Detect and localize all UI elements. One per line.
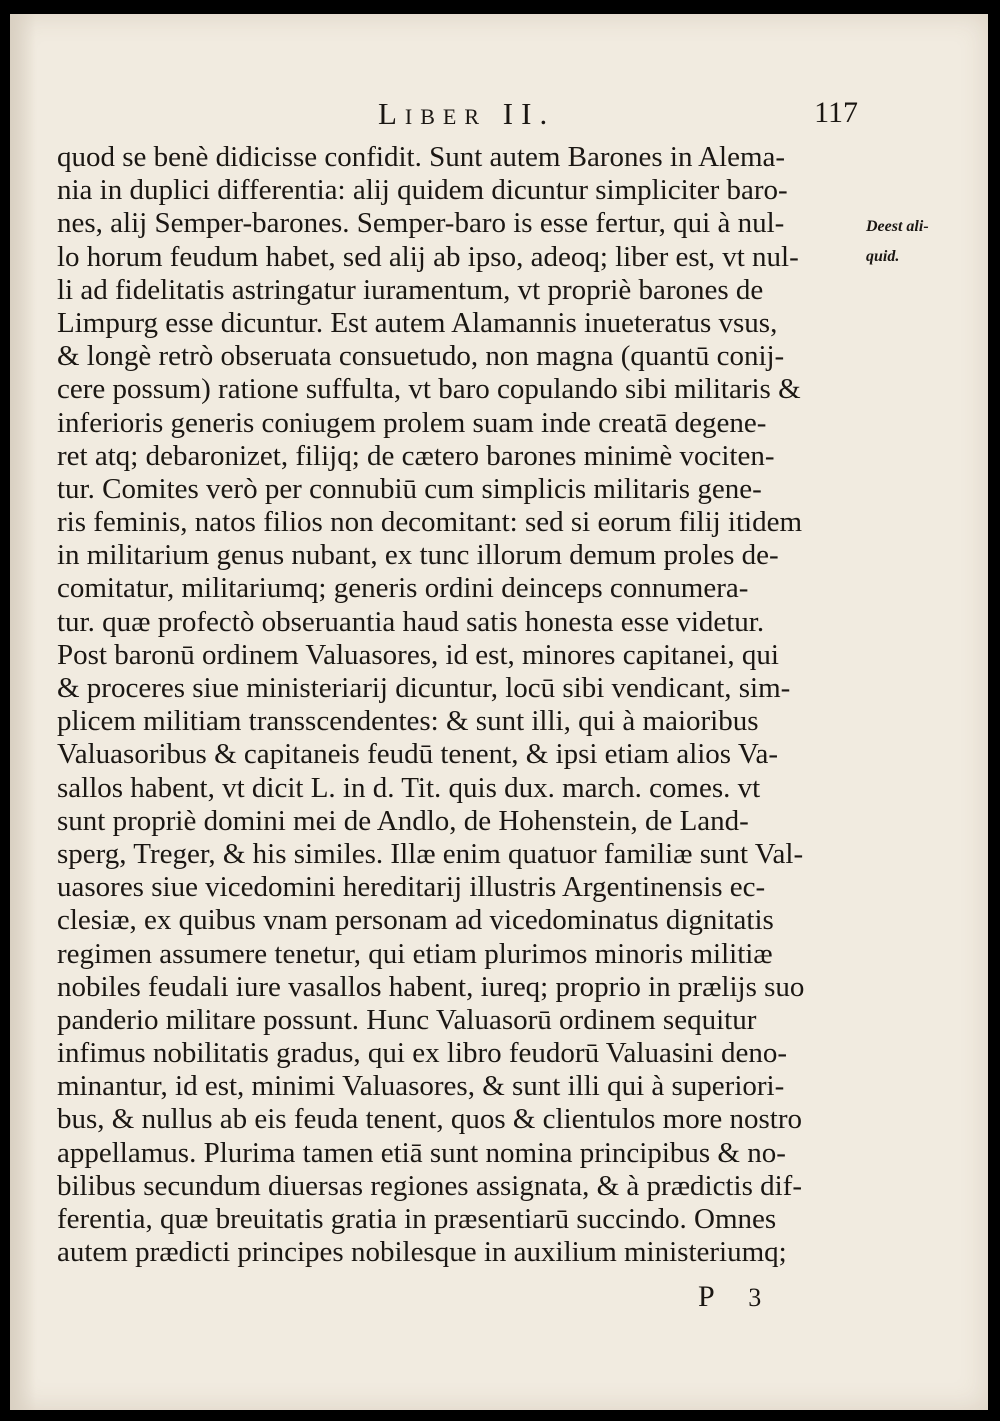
text-line: clesiæ, ex quibus vnam personam ad vicedominatus dignitatis bbox=[57, 904, 774, 937]
text-line: ris feminis, natos filios non decomitant: sed si eorum filij itidem bbox=[57, 506, 803, 539]
text-line: ferentia, quæ breuitatis gratia in præsentiarū succindo. Omnes bbox=[57, 1203, 777, 1235]
text-line: sunt propriè domini mei de Andlo, de Hohenstein, de Land- bbox=[57, 804, 749, 837]
marginal-note-line: quid. bbox=[866, 248, 900, 265]
text-line: infimus nobilitatis gradus, qui ex libro feudorū Valuasini deno- bbox=[57, 1037, 787, 1070]
text-line: regimen assumere tenetur, qui etiam plurimos minoris militiæ bbox=[57, 937, 773, 970]
text-line: panderio militare possunt. Hunc Valuasorū ordinem sequitur bbox=[57, 1003, 757, 1036]
signature-letter: P bbox=[698, 1280, 715, 1313]
page-header bbox=[378, 96, 858, 136]
text-line: sallos habent, vt dicit L. in d. Tit. quis dux. march. comes. vt bbox=[57, 771, 761, 804]
text-line: comitatur, militariumq; generis ordini deinceps connumera- bbox=[57, 572, 749, 605]
text-line: lo horum feudum habet, sed alij ab ipso, adeoq; liber est, vt nul- bbox=[57, 240, 799, 273]
book-page bbox=[10, 14, 988, 1410]
text-line: plicem militiam transscendentes: & sunt illi, qui à maioribus bbox=[57, 705, 759, 738]
text-line: tur. quæ profectò obseruantia haud satis honesta esse videtur. bbox=[57, 605, 765, 638]
text-line: ret atq; debaronizet, filijq; de cætero barones minimè vociten- bbox=[57, 439, 775, 472]
text-line: uasores siue vicedomini hereditarij illustris Argentinensis ec- bbox=[57, 871, 766, 904]
running-title: Liber II. bbox=[378, 96, 556, 131]
text-line: nobiles feudali iure vasallos habent, iureq; proprio in prælijs suo bbox=[57, 970, 805, 1003]
text-line: tur. Comites verò per connubiū cum simplicis militaris gene- bbox=[57, 472, 762, 505]
text-line: nia in duplici differentia: alij quidem dicuntur simpliciter baro- bbox=[57, 174, 788, 207]
marginal-note bbox=[866, 212, 956, 272]
text-line: Post baronū ordinem Valuasores, id est, minores capitanei, qui bbox=[57, 638, 779, 671]
text-line: Limpurg esse dicuntur. Est autem Alamannis inueteratus vsus, bbox=[57, 306, 778, 339]
text-line: autem prædicti principes nobilesque in auxilium ministeriumq; bbox=[57, 1236, 787, 1269]
text-line: minantur, id est, minimi Valuasores, & sunt illi qui à superiori- bbox=[57, 1070, 785, 1103]
text-line: & longè retrò obseruata consuetudo, non magna (quantū conij- bbox=[57, 340, 785, 373]
page-number: 117 bbox=[814, 96, 858, 129]
marginal-note-line: Deest ali- bbox=[866, 218, 929, 235]
signature-number: 3 bbox=[748, 1283, 762, 1312]
text-line: bilibus secundum diuersas regiones assignata, & à prædictis dif- bbox=[57, 1169, 802, 1202]
text-line: & proceres siue ministeriarij dicuntur, locū sibi vendicant, sim- bbox=[57, 672, 791, 704]
text-line: nes, alij Semper-barones. Semper-baro is esse fertur, qui à nul- bbox=[57, 207, 785, 240]
text-line: quod se benè didicisse confidit. Sunt autem Barones in Alema- bbox=[57, 141, 786, 173]
text-line: cere possum) ratione suffulta, vt baro copulando sibi militaris & bbox=[57, 373, 801, 406]
page-gutter-shadow bbox=[10, 14, 36, 1410]
signature-mark bbox=[698, 1280, 761, 1314]
text-line: appellamus. Plurima tamen etiā sunt nomina principibus & no- bbox=[57, 1136, 786, 1169]
main-text-block bbox=[57, 141, 852, 1269]
text-line: bus, & nullus ab eis feuda tenent, quos & clientulos more nostro bbox=[57, 1103, 803, 1136]
text-line: in militarium genus nubant, ex tunc illorum demum proles de- bbox=[57, 539, 779, 572]
text-line: sperg, Treger, & his similes. Illæ enim quatuor familiæ sunt Val- bbox=[57, 837, 804, 870]
text-line: li ad fidelitatis astringatur iuramentum, vt propriè barones de bbox=[57, 273, 764, 306]
text-line: Valuasoribus & capitaneis feudū tenent, & ipsi etiam alios Va- bbox=[57, 738, 779, 771]
text-line: inferioris generis coniugem prolem suam inde creatā degene- bbox=[57, 406, 767, 439]
